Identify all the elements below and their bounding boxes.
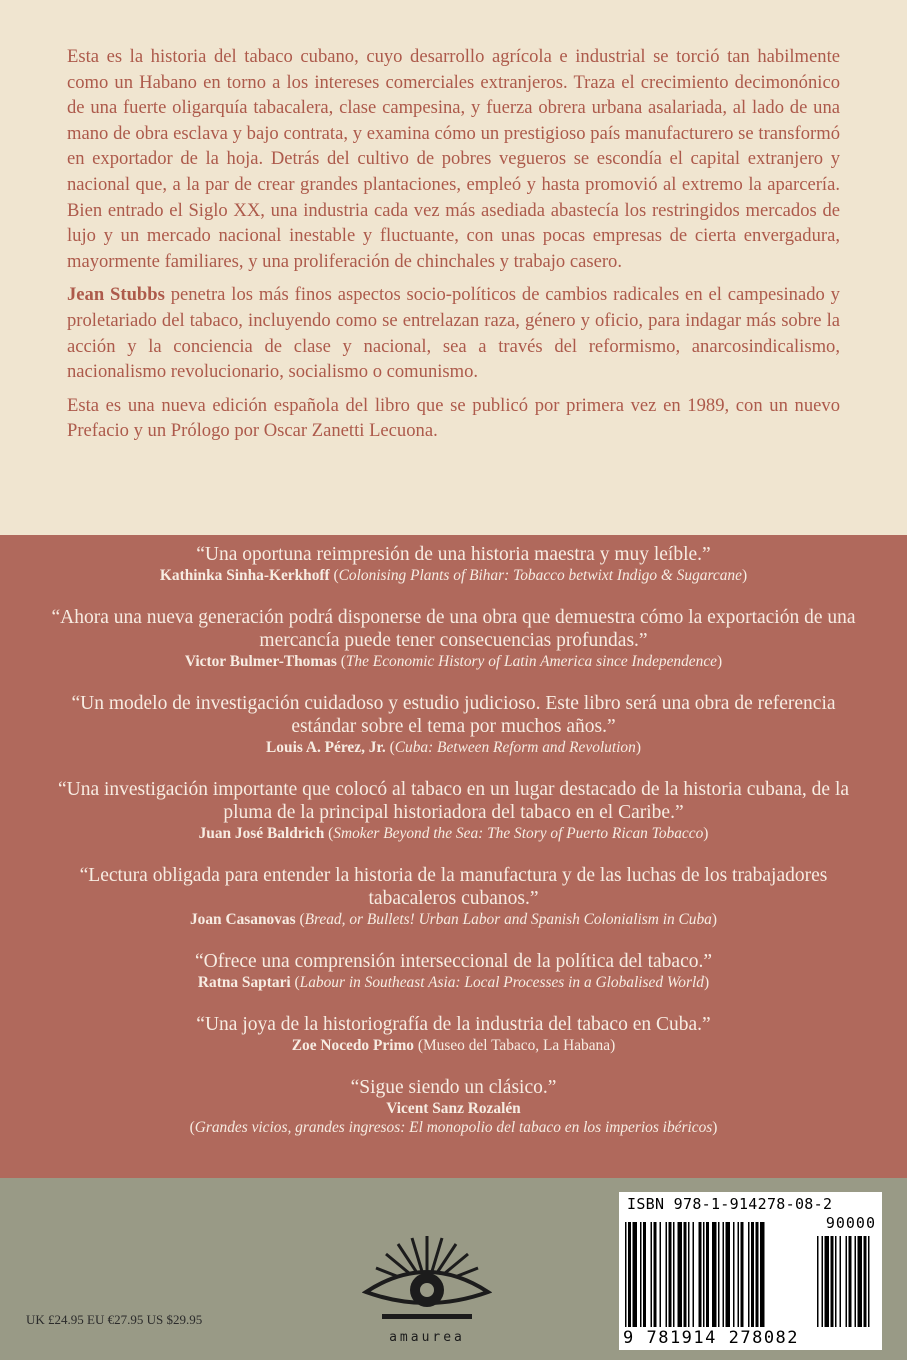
barcode-bar	[628, 1222, 631, 1327]
endorsement-author: Ratna Saptari	[197, 974, 291, 991]
endorsement	[50, 864, 857, 929]
barcode-addon-bar	[846, 1236, 848, 1327]
description-paragraph-3: Esta es una nueva edición española del libro que se publicó por primera vez en 1989, con un nuevo Prefacio y un Prólogo por Oscar Zanetti Lecuona.	[67, 394, 840, 442]
endorsement-author: Louis A. Pérez, Jr.	[266, 739, 386, 756]
barcode-bar	[699, 1222, 702, 1327]
endorsements-panel	[0, 535, 907, 1178]
endorsement-quote: “Una investigación importante que colocó al tabaco en un lugar destacado de la historia cubana, de la pluma de la principal historiadora del tabaco en el Caribe.”	[57, 779, 850, 823]
barcode-addon-bar	[835, 1236, 837, 1327]
endorsement-list	[50, 543, 857, 1158]
endorsement-work: Labour in Southeast Asia: Local Processes in a Globalised World	[299, 974, 704, 991]
endorsement-source: Zoe Nocedo Primo (Museo del Tabaco, La Habana)	[291, 1037, 616, 1054]
endorsement-work: The Economic History of Latin America since Independence	[345, 653, 718, 670]
book-description	[67, 44, 840, 452]
endorsement	[50, 1076, 857, 1137]
endorsement-quote: “Una joya de la historiografía de la industria del tabaco en Cuba.”	[196, 1014, 711, 1035]
barcode-bar	[760, 1222, 765, 1327]
barcode-addon-bar	[817, 1236, 819, 1327]
barcode-addon-bar	[822, 1236, 824, 1327]
barcode-bar	[748, 1222, 750, 1327]
description-panel	[0, 0, 907, 535]
price-list: UK £24.95 EU €27.95 US $29.95	[26, 1312, 203, 1327]
endorsement	[50, 1013, 857, 1055]
barcode-bar	[651, 1222, 653, 1327]
endorsement-author: Joan Casanovas	[189, 911, 296, 928]
endorsement-source: Joan Casanovas (Bread, or Bullets! Urban Labor and Spanish Colonialism in Cuba)	[189, 911, 718, 928]
barcode-bar	[706, 1222, 709, 1327]
barcode-bar	[625, 1222, 627, 1327]
barcode-number: 9 781914 278082	[623, 1328, 800, 1348]
description-paragraph-2	[67, 282, 840, 384]
barcode-bar	[669, 1222, 672, 1327]
endorsement-work: Smoker Beyond the Sea: The Story of Puerto Rican Tobacco	[333, 825, 704, 842]
barcode-bar	[684, 1222, 687, 1327]
isbn-addon: 90000	[825, 1214, 876, 1232]
endorsement-source: Vicent Sanz Rozalén (Grandes vicios, grandes ingresos: El monopolio del tabaco en los imperios ibéricos)	[189, 1100, 718, 1136]
barcode-bar	[688, 1222, 690, 1327]
endorsement-work: Museo del Tabaco, La Habana	[422, 1037, 611, 1054]
endorsement-source: Juan José Baldrich (Smoker Beyond the Sea: The Story of Puerto Rican Tobacco)	[198, 825, 709, 842]
endorsement-quote: “Sigue siendo un clásico.”	[350, 1077, 557, 1098]
barcode-bar	[751, 1222, 754, 1327]
author-name: Jean Stubbs	[67, 284, 165, 306]
endorsement-work: Colonising Plants of Bihar: Tobacco betwixt Indigo & Sugarcane	[338, 567, 742, 584]
endorsement-quote: “Un modelo de investigación cuidadoso y estudio judicioso. Este libro será una obra de referencia estándar sobre el tema por muchos años.”	[71, 693, 836, 737]
barcode-bar	[718, 1222, 720, 1327]
endorsement-author: Vicent Sanz Rozalén	[386, 1100, 521, 1117]
barcode-bar	[643, 1222, 646, 1327]
isbn-label: ISBN 978-1-914278-08-2	[627, 1195, 833, 1213]
barcode-bar	[726, 1222, 731, 1327]
publisher-logo	[362, 1218, 492, 1353]
endorsement-quote: “Ofrece una comprensión interseccional de la política del tabaco.”	[194, 951, 713, 972]
endorsement-quote: “Ahora una nueva generación podrá disponerse de una obra que demuestra cómo la exportación de una mercancía puede tener consecuencias profundas.”	[51, 607, 856, 651]
description-paragraph-1: Esta es la historia del tabaco cubano, cuyo desarrollo agrícola e industrial se torció tan habilmente como un Habano en torno a los intereses comerciales extranjeros. Traza el crecimiento decimonónico de una fuerte oligarquía tabacalera, clase campesina, y fuerza obrera urbana asalariada, al lado de una mano de obra esclava y bajo contrata, y examina cómo un prestigioso país manufacturero se transformó en exportador de la hoja. Detrás del cultivo de pobres vegueros se escondía el capital extranjero y nacional que, a la par de crear grandes plantaciones, empleó y hasta promovió al extremo la aparcería. Bien entrado el Siglo XX, una industria cada vez más asediada abastecía los restringidos mercados de lujo y un mercado nacional inestable y fluctuante, con unas pocas empresas de cierta envergadura, mayormente familiares, y una proliferación de chinchales y trabajo casero.	[67, 46, 840, 272]
endorsement-author: Zoe Nocedo Primo	[291, 1037, 414, 1054]
barcode-addon-bar	[858, 1236, 863, 1327]
endorsement-quote: “Una oportuna reimpresión de una historia maestra y muy leíble.”	[196, 544, 711, 565]
publisher-name: amaurea	[389, 1330, 465, 1345]
eye-sunburst-icon	[362, 1218, 492, 1328]
barcode-bar	[640, 1222, 642, 1327]
barcode-addon-bar	[868, 1236, 870, 1327]
endorsement	[50, 778, 857, 843]
barcode-addon-bar	[855, 1236, 857, 1327]
endorsement-source: Louis A. Pérez, Jr. (Cuba: Between Reform and Revolution)	[266, 739, 641, 756]
barcode-bar	[703, 1222, 705, 1327]
barcode-bar	[756, 1222, 759, 1327]
barcode-bar	[741, 1222, 744, 1327]
barcode-bar	[654, 1222, 657, 1327]
barcode-bar	[633, 1222, 638, 1327]
barcode-bar	[666, 1222, 668, 1327]
endorsement	[50, 950, 857, 992]
barcode-bar	[660, 1222, 662, 1327]
barcode-addon-bar	[849, 1236, 852, 1327]
barcode-bar	[712, 1222, 717, 1327]
barcode-addon-bar	[864, 1236, 867, 1327]
isbn-barcode	[619, 1192, 882, 1350]
barcode-bar	[738, 1222, 740, 1327]
endorsement-source: Victor Bulmer-Thomas (The Economic History of Latin America since Independence)	[184, 653, 723, 670]
endorsement-work: Bread, or Bullets! Urban Labor and Spanish Colonialism in Cuba	[304, 911, 712, 928]
description-paragraph-2-text: penetra los más finos aspectos socio-políticos de cambios radicales en el campesinado y proletariado del tabaco, incluyendo como se entrelazan raza, género y oficio, para indagar más sobre la acción y la conciencia de clase y nacional, sea a través del reformismo, anarcosindicalismo, nacionalismo revolucionario, socialismo o comunismo.	[67, 284, 840, 383]
barcode-addon-bar	[831, 1236, 834, 1327]
barcode-bar	[693, 1222, 695, 1327]
barcode-bar	[673, 1222, 675, 1327]
endorsement	[50, 692, 857, 757]
barcode-addon-bar	[825, 1236, 830, 1327]
endorsement-source: Kathinka Sinha-Kerkhoff (Colonising Plants of Bihar: Tobacco betwixt Indigo & Sugarcane)	[159, 567, 748, 584]
barcode-addon-bar	[840, 1236, 842, 1327]
barcode-bar	[678, 1222, 683, 1327]
barcode-bar	[733, 1222, 735, 1327]
endorsement-work: Cuba: Between Reform and Revolution	[394, 739, 636, 756]
endorsement-author: Victor Bulmer-Thomas	[184, 653, 337, 670]
endorsement-author: Kathinka Sinha-Kerkhoff	[159, 567, 330, 584]
endorsement-quote: “Lectura obligada para entender la historia de la manufactura y de las luchas de los trabajadores tabacaleros cubanos.”	[79, 865, 828, 909]
footer-panel	[0, 1178, 907, 1360]
endorsement	[50, 543, 857, 585]
endorsement	[50, 606, 857, 671]
barcode-bar	[723, 1222, 725, 1327]
endorsement-work: Grandes vicios, grandes ingresos: El monopolio del tabaco en los imperios ibéricos	[194, 1119, 713, 1136]
endorsement-source: Ratna Saptari (Labour in Southeast Asia: Local Processes in a Globalised World)	[197, 974, 710, 991]
endorsement-author: Juan José Baldrich	[198, 825, 325, 842]
